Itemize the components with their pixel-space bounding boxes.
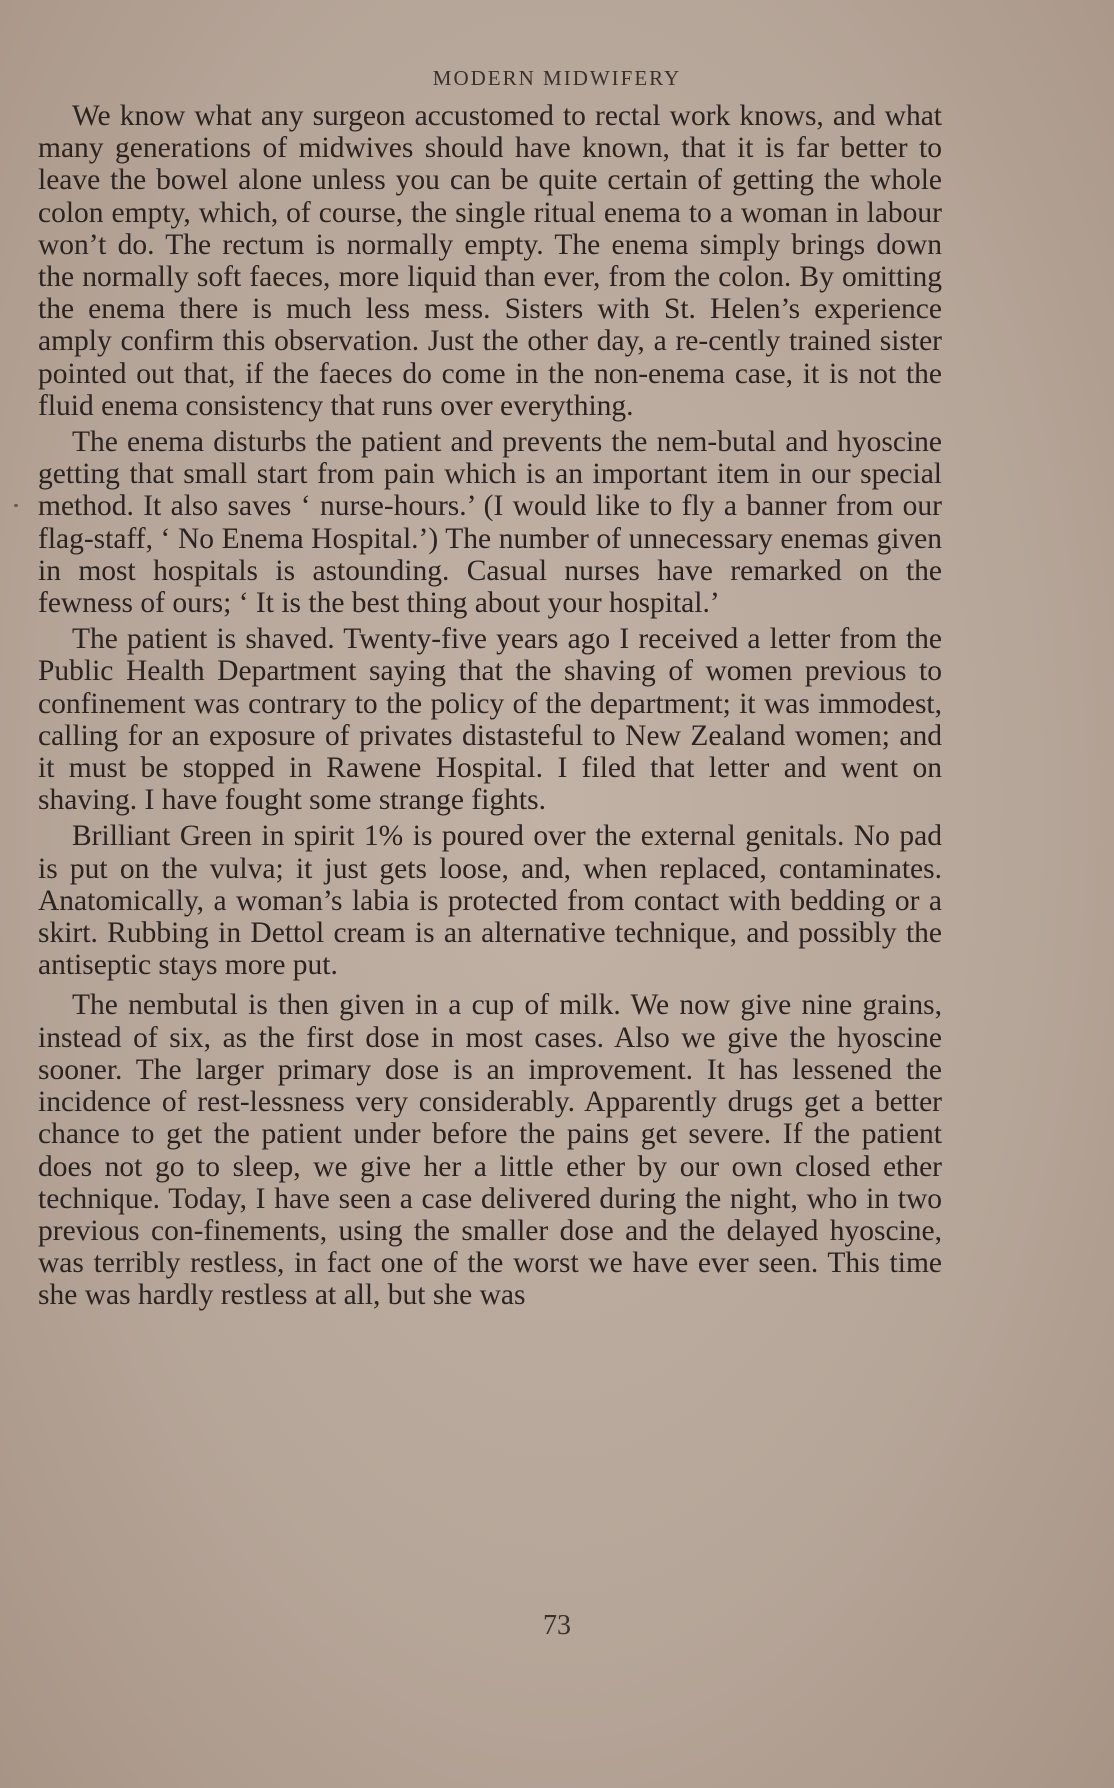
paragraph-4: Brilliant Green in spirit 1% is poured over the external genitals. No pad is put on the vulva; it just gets loose, and, when replaced, contaminates. Anatomically, a woman’s labia is protected from contact with bedding or a skirt. Rubbing in Dettol cream is an alternative technique, and possibly the antiseptic stays more put. [38,820,942,982]
print-speck [14,504,18,507]
paragraph-1: We know what any surgeon accustomed to rectal work knows, and what many generations of midwives should have known, that it is far better to leave the bowel alone unless you can be quite certain of getting the whole colon empty, which, of course, the single ritual enema to a woman in labour won’t do. The rectum is normally empty. The enema simply brings down the normally soft faeces, more liquid than ever, from the colon. By omitting the enema there is much less mess. Sisters with St. Helen’s experience amply confirm this observation. Just the other day, a re-cently trained sister pointed out that, if the faeces do come in the non-enema case, it is not the fluid enema consistency that runs over everything. [38,100,942,422]
page-number: 73 [543,1610,571,1641]
body-text [38,100,942,1316]
paragraph-3: The patient is shaved. Twenty-five years ago I received a letter from the Public Health Department saying that the shaving of women previous to confinement was contrary to the policy of the department; it was immodest, calling for an exposure of privates distasteful to New Zealand women; and it must be stopped in Rawene Hospital. I filed that letter and went on shaving. I have fought some strange fights. [38,623,942,817]
paragraph-2: The enema disturbs the patient and prevents the nem-butal and hyoscine getting that small start from pain which is an important item in our special method. It also saves ‘ nurse-hours.’ (I would like to fly a banner from our flag-staff, ‘ No Enema Hospital.’) The number of unnecessary enemas given in most hospitals is astounding. Casual nurses have remarked on the fewness of ours; ‘ It is the best thing about your hospital.’ [38,426,942,620]
running-head: MODERN MIDWIFERY [432,66,682,90]
paragraph-5: The nembutal is then given in a cup of milk. We now give nine grains, instead of six, as the first dose in most cases. Also we give the hyoscine sooner. The larger primary dose is an improvement. It has lessened the incidence of rest-lessness very considerably. Apparently drugs get a better chance to get the patient under before the pains get severe. If the patient does not go to sleep, we give her a little ether by our own closed ether technique. Today, I have seen a case delivered during the night, who in two previous con-finements, using the smaller dose and the delayed hyoscine, was terribly restless, in fact one of the worst we have ever seen. This time she was hardly restless at all, but she was [38,989,942,1312]
